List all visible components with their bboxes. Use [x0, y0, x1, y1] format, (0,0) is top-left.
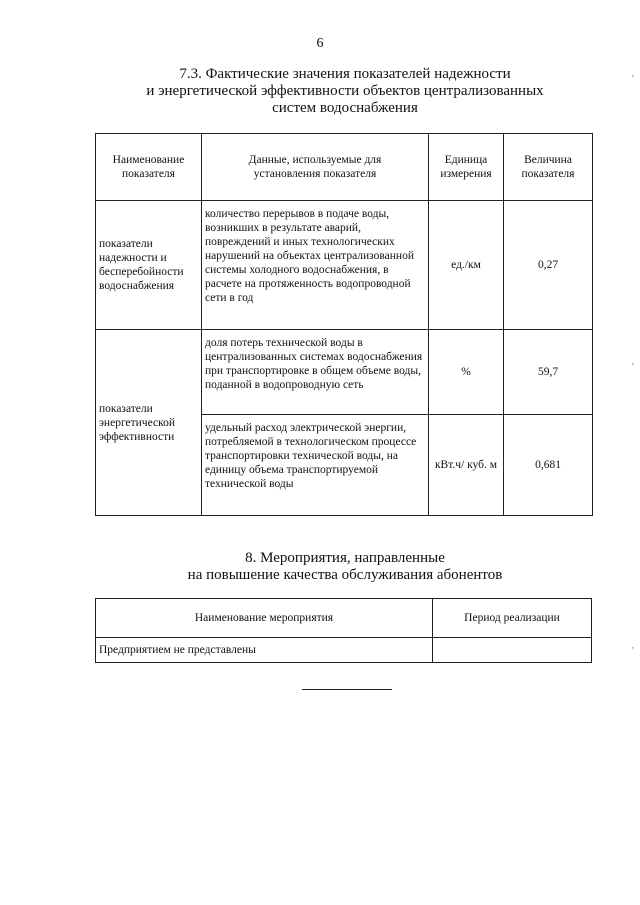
- indicator-data-cell: доля потерь технической воды в централизованных системах водоснабжения при транспортировке в общем объеме воды, поданной в водопроводную сеть: [202, 330, 429, 415]
- unit-cell: %: [429, 330, 504, 415]
- column-header: Наименование мероприятия: [96, 599, 433, 638]
- unit-cell: ед./км: [429, 201, 504, 330]
- column-header: Наименование показателя: [96, 134, 202, 201]
- value-cell: 59,7: [504, 330, 593, 415]
- section-8-title-line: 8. Мероприятия, направленные: [245, 550, 445, 566]
- measure-name-cell: Предприятием не представлены: [96, 638, 433, 663]
- indicator-name-cell: показатели энергетической эффективности: [96, 330, 202, 516]
- indicator-data-cell: количество перерывов в подаче воды, возникших в результате аварий, повреждений и иных технологических нарушений на объектах централизованной системы холодного водоснабжения, в расчете на протяженность водопроводной сети в год: [202, 201, 429, 330]
- table-row: [96, 330, 593, 415]
- scan-mark: ,: [631, 356, 634, 366]
- column-header: Период реализации: [433, 599, 592, 638]
- column-header: Данные, используемые для установления показателя: [202, 134, 429, 201]
- closing-divider: [302, 689, 392, 690]
- column-header: Величина показателя: [504, 134, 593, 201]
- table-header-row: [96, 599, 592, 638]
- section-7-3-title: [70, 66, 620, 117]
- table-header-row: [96, 134, 593, 201]
- indicator-name-cell: показатели надежности и бесперебойности водоснабжения: [96, 201, 202, 330]
- page-number: 6: [316, 36, 324, 51]
- section-7-3-title-line: 7.3. Фактические значения показателей надежности: [179, 66, 511, 82]
- table-row: [96, 638, 592, 663]
- column-header: Единица измерения: [429, 134, 504, 201]
- reliability-indicators-table: [95, 133, 593, 516]
- section-7-3-title-line: и энергетической эффективности объектов централизованных: [146, 83, 544, 99]
- unit-cell: кВт.ч/ куб. м: [429, 415, 504, 516]
- indicator-data-cell: удельный расход электрической энергии, потребляемой в технологическом процессе транспортировки технической воды, на единицу объема транспортируемой технической воды: [202, 415, 429, 516]
- section-7-3-title-line: систем водоснабжения: [272, 100, 418, 116]
- measures-table: [95, 598, 592, 663]
- period-cell: [433, 638, 592, 663]
- section-8-title-line: на повышение качества обслуживания абонентов: [187, 567, 503, 583]
- section-8-title: [70, 550, 620, 584]
- scan-mark: ,: [631, 68, 634, 78]
- table-row: [96, 201, 593, 330]
- value-cell: 0,27: [504, 201, 593, 330]
- scan-mark: ,: [631, 640, 634, 650]
- value-cell: 0,681: [504, 415, 593, 516]
